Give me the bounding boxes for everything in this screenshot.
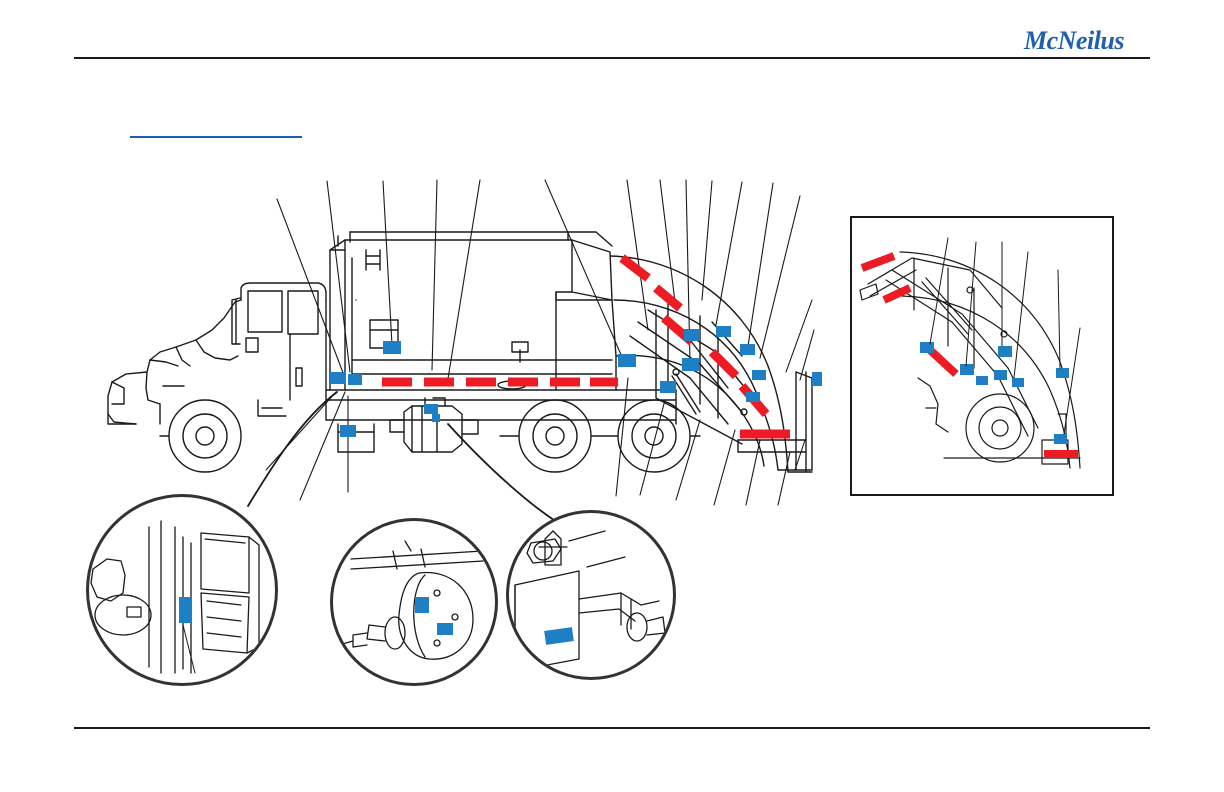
rear-detail-inset: [850, 216, 1114, 496]
detail-circle-3: [506, 510, 676, 680]
brand-name-suffix: Neilus: [1057, 26, 1124, 55]
callout-leader-lines: [266, 180, 814, 505]
detail-circle-3-svg: [509, 513, 673, 677]
detail-circle-1-svg: [89, 497, 275, 683]
tailgate-assembly: [610, 256, 812, 472]
rear-detail-inset-svg: [852, 218, 1112, 494]
refuse-body: [330, 232, 616, 390]
red-decal-stripes: [382, 258, 790, 434]
brand-name-prefix: Mc: [1023, 26, 1058, 55]
detail-circle-1: [86, 494, 278, 686]
detail-circle-2: [330, 518, 498, 686]
truck-cab: [108, 283, 326, 424]
detail-circle-2-svg: [333, 521, 495, 683]
